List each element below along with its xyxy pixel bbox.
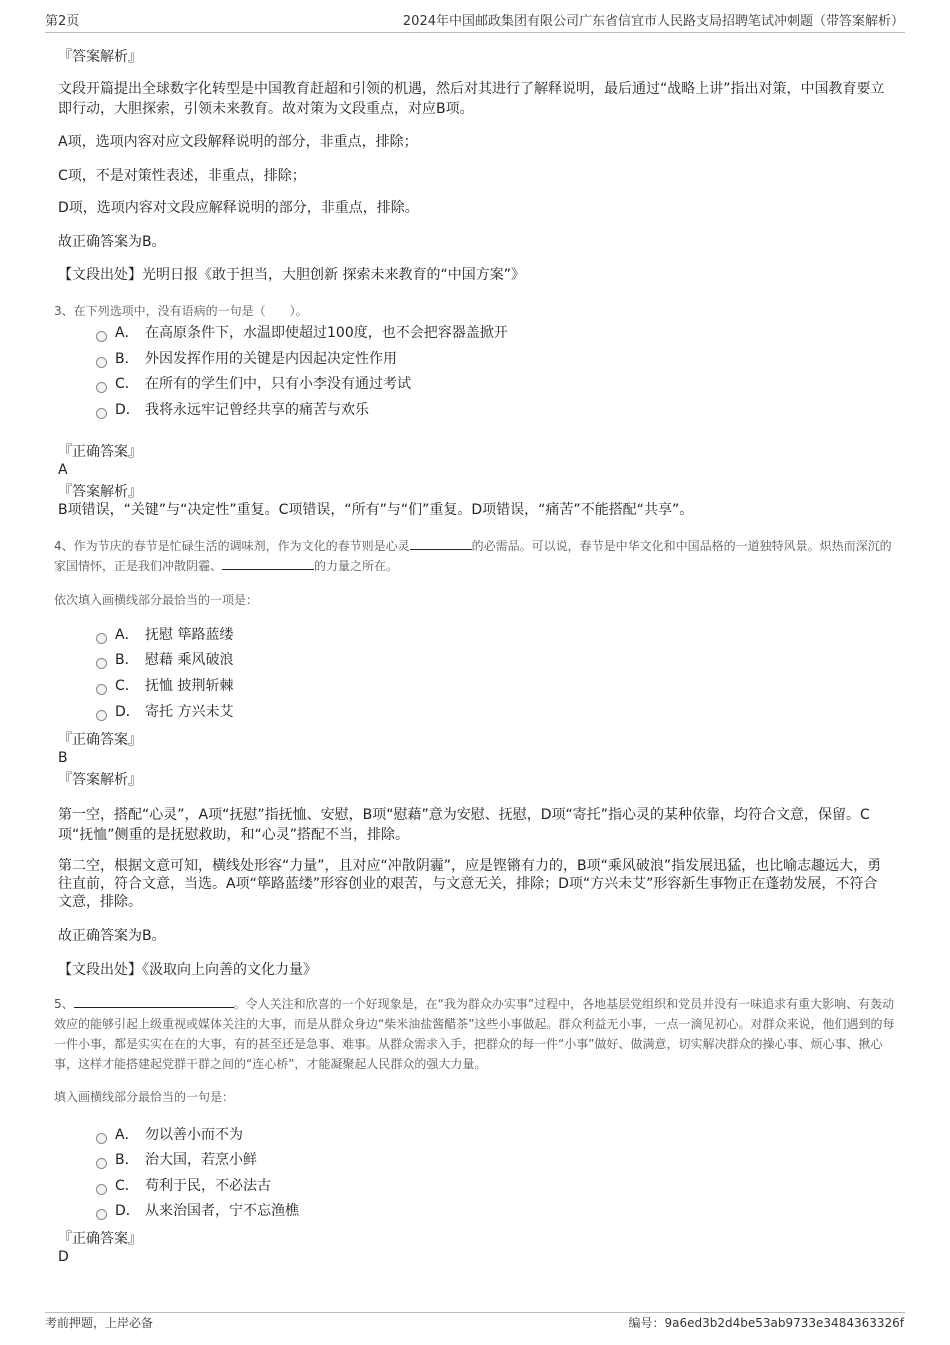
option-text: 抚慰 筚路蓝缕	[145, 627, 234, 643]
correct-answer: B	[58, 750, 68, 766]
blank-1	[410, 537, 472, 550]
analysis-text: B项错误，“关键”与“决定性”重复。C项错误，“所有”与“们”重复。D项错误，“痛苦”不能搭配“共享”。	[58, 502, 694, 518]
option-letter: B．	[115, 351, 139, 367]
analysis-option-c: C项，不是对策性表述，非重点，排除；	[58, 168, 306, 184]
radio-icon[interactable]	[96, 1184, 107, 1195]
option-text: 治大国，若烹小鲜	[145, 1152, 257, 1168]
question-4	[54, 536, 899, 576]
id-value: 9a6ed3b2d4be53ab9733e3484363326f	[664, 1316, 904, 1330]
question-text: 。令人关注和欣喜的一个好现象是，在“我为群众办实事”过程中，各地基层党组织和党员并没有一味追求有重大影响、有轰动效应的能够引起上级重视或媒体关注的大事，而是从群众身边“柴米油盐酱醋茶”这些小事做起。群众利益无小事，一点一滴见初心。对群众来说，他们遇到的每一件小事，都是实实在在的大事，有的甚至还是急事、难事。从群众需求入手，把群众的每一件“小事”做好、做满意，切实解决群众的操心事、烦心事、揪心事，这样才能搭建起党群干群之间的“连心桥”，才能凝聚起人民群众的强大力量。	[54, 997, 895, 1071]
option-text: 勿以善小而不为	[145, 1127, 243, 1143]
radio-icon[interactable]	[96, 357, 107, 368]
option-letter: A．	[115, 1127, 139, 1143]
radio-icon[interactable]	[96, 408, 107, 419]
radio-icon[interactable]	[96, 1158, 107, 1169]
analysis-paragraph-2: 第二空，根据文意可知，横线处形容“力量”，且对应“冲散阴霾”，应是铿锵有力的，B项“乘风破浪”指发展迅猛，也比喻志趣远大，勇往直前，符合文意，当选。A项“筚路蓝缕”形容创业的艰苦，与文意无关，排除；D项“方兴未艾”形容新生事物正在蓬勃发展，不符合文意，排除。	[58, 858, 882, 910]
option-text: 从来治国者，宁不忘渔樵	[145, 1203, 299, 1219]
question-text: 的必需品。可以说，春节是中华文化和中国品格的一道独特风景。炽热而深沉的家国情怀，正是我们冲散阴霾、	[54, 539, 892, 573]
analysis-paragraph: 文段开篇提出全球数字化转型是中国教育赶超和引领的机遇，然后对其进行了解释说明，最后通过“战略上讲”指出对策，中国教育要立即行动，大胆探索，引领未来教育。故对策为文段重点，对应B项。	[58, 81, 885, 117]
radio-icon[interactable]	[96, 710, 107, 721]
answer-label: 『正确答案』	[58, 1231, 142, 1247]
option-text: 外因发挥作用的关键是内因起决定性作用	[145, 351, 397, 367]
analysis-option-a: A项，选项内容对应文段解释说明的部分，非重点，排除；	[58, 134, 418, 150]
id-label: 编号：	[628, 1316, 665, 1330]
option-text: 抚恤 披荆斩棘	[145, 678, 234, 694]
radio-icon[interactable]	[96, 382, 107, 393]
radio-icon[interactable]	[96, 658, 107, 669]
radio-icon[interactable]	[96, 633, 107, 644]
document-id	[628, 1314, 904, 1331]
source: 【文段出处】光明日报《敢于担当，大胆创新 探索未来教育的“中国方案”》	[58, 267, 525, 283]
option-letter: B．	[115, 652, 139, 668]
q4-option-c[interactable]	[96, 676, 233, 696]
q4-option-a[interactable]	[96, 625, 233, 645]
q4-option-b[interactable]	[96, 650, 233, 670]
option-letter: A．	[115, 325, 139, 341]
question-text: 的力量之所在。	[314, 559, 399, 573]
question-5	[54, 994, 899, 1074]
correct-answer: D	[58, 1249, 69, 1265]
footer-slogan: 考前押题，上岸必备	[45, 1316, 154, 1330]
option-letter: C．	[115, 376, 139, 392]
answer-label: 『正确答案』	[58, 732, 142, 748]
option-text: 慰藉 乘风破浪	[145, 652, 234, 668]
source: 【文段出处】《汲取向上向善的文化力量》	[58, 962, 317, 978]
radio-icon[interactable]	[96, 331, 107, 342]
analysis-paragraph-1: 第一空，搭配“心灵”，A项“抚慰”指抚恤、安慰，B项“慰藉”意为安慰、抚慰，D项“寄托”指心灵的某种依靠，均符合文意，保留。C项“抚恤”侧重的是抚慰救助，和“心灵”搭配不当，排除。	[58, 807, 870, 843]
analysis-label: 『答案解析』	[58, 484, 142, 500]
document-title: 2024年中国邮政集团有限公司广东省信宜市人民路支局招聘笔试冲刺题（带答案解析）	[402, 14, 904, 29]
radio-icon[interactable]	[96, 684, 107, 695]
blank-2	[222, 557, 314, 570]
question-number: 5、	[54, 997, 74, 1011]
conclusion: 故正确答案为B。	[58, 928, 166, 944]
answer-label: 『正确答案』	[58, 444, 142, 460]
option-text: 在所有的学生们中，只有小李没有通过考试	[145, 376, 411, 392]
analysis-label: 『答案解析』	[58, 49, 142, 65]
option-letter: A．	[115, 627, 139, 643]
q3-option-c[interactable]	[96, 374, 411, 394]
option-letter: C．	[115, 678, 139, 694]
page-number: 第2页	[45, 14, 80, 29]
question-text: 4、作为节庆的春节是忙碌生活的调味剂，作为文化的春节则是心灵	[54, 539, 410, 553]
analysis-option-d: D项，选项内容对文段应解释说明的部分，非重点，排除。	[58, 200, 419, 216]
question-3: 3、在下列选项中，没有语病的一句是（ ）。	[54, 304, 308, 318]
option-letter: D．	[115, 704, 140, 720]
option-text: 我将永远牢记曾经共享的痛苦与欢乐	[145, 402, 369, 418]
option-letter: B．	[115, 1152, 139, 1168]
question-prompt: 依次填入画横线部分最恰当的一项是：	[54, 593, 259, 607]
option-text: 在高原条件下，水温即使超过100度，也不会把容器盖掀开	[145, 325, 508, 341]
analysis-label: 『答案解析』	[58, 772, 142, 788]
q4-option-d[interactable]	[96, 702, 233, 722]
correct-answer: A	[58, 462, 68, 478]
header-divider	[45, 32, 905, 33]
radio-icon[interactable]	[96, 1209, 107, 1220]
option-letter: D．	[115, 1203, 140, 1219]
option-text: 寄托 方兴未艾	[145, 704, 234, 720]
q5-option-c[interactable]	[96, 1176, 271, 1196]
q3-option-b[interactable]	[96, 349, 397, 369]
option-letter: C．	[115, 1178, 139, 1194]
option-letter: D．	[115, 402, 140, 418]
radio-icon[interactable]	[96, 1133, 107, 1144]
conclusion: 故正确答案为B。	[58, 234, 166, 250]
q3-option-a[interactable]	[96, 323, 508, 343]
q5-option-b[interactable]	[96, 1150, 257, 1170]
q3-option-d[interactable]	[96, 400, 369, 420]
option-text: 苟利于民，不必法古	[145, 1178, 271, 1194]
blank	[74, 995, 234, 1008]
q5-option-d[interactable]	[96, 1201, 299, 1221]
question-prompt: 填入画横线部分最恰当的一句是：	[54, 1090, 235, 1104]
q5-option-a[interactable]	[96, 1125, 243, 1145]
footer-divider	[45, 1312, 905, 1313]
